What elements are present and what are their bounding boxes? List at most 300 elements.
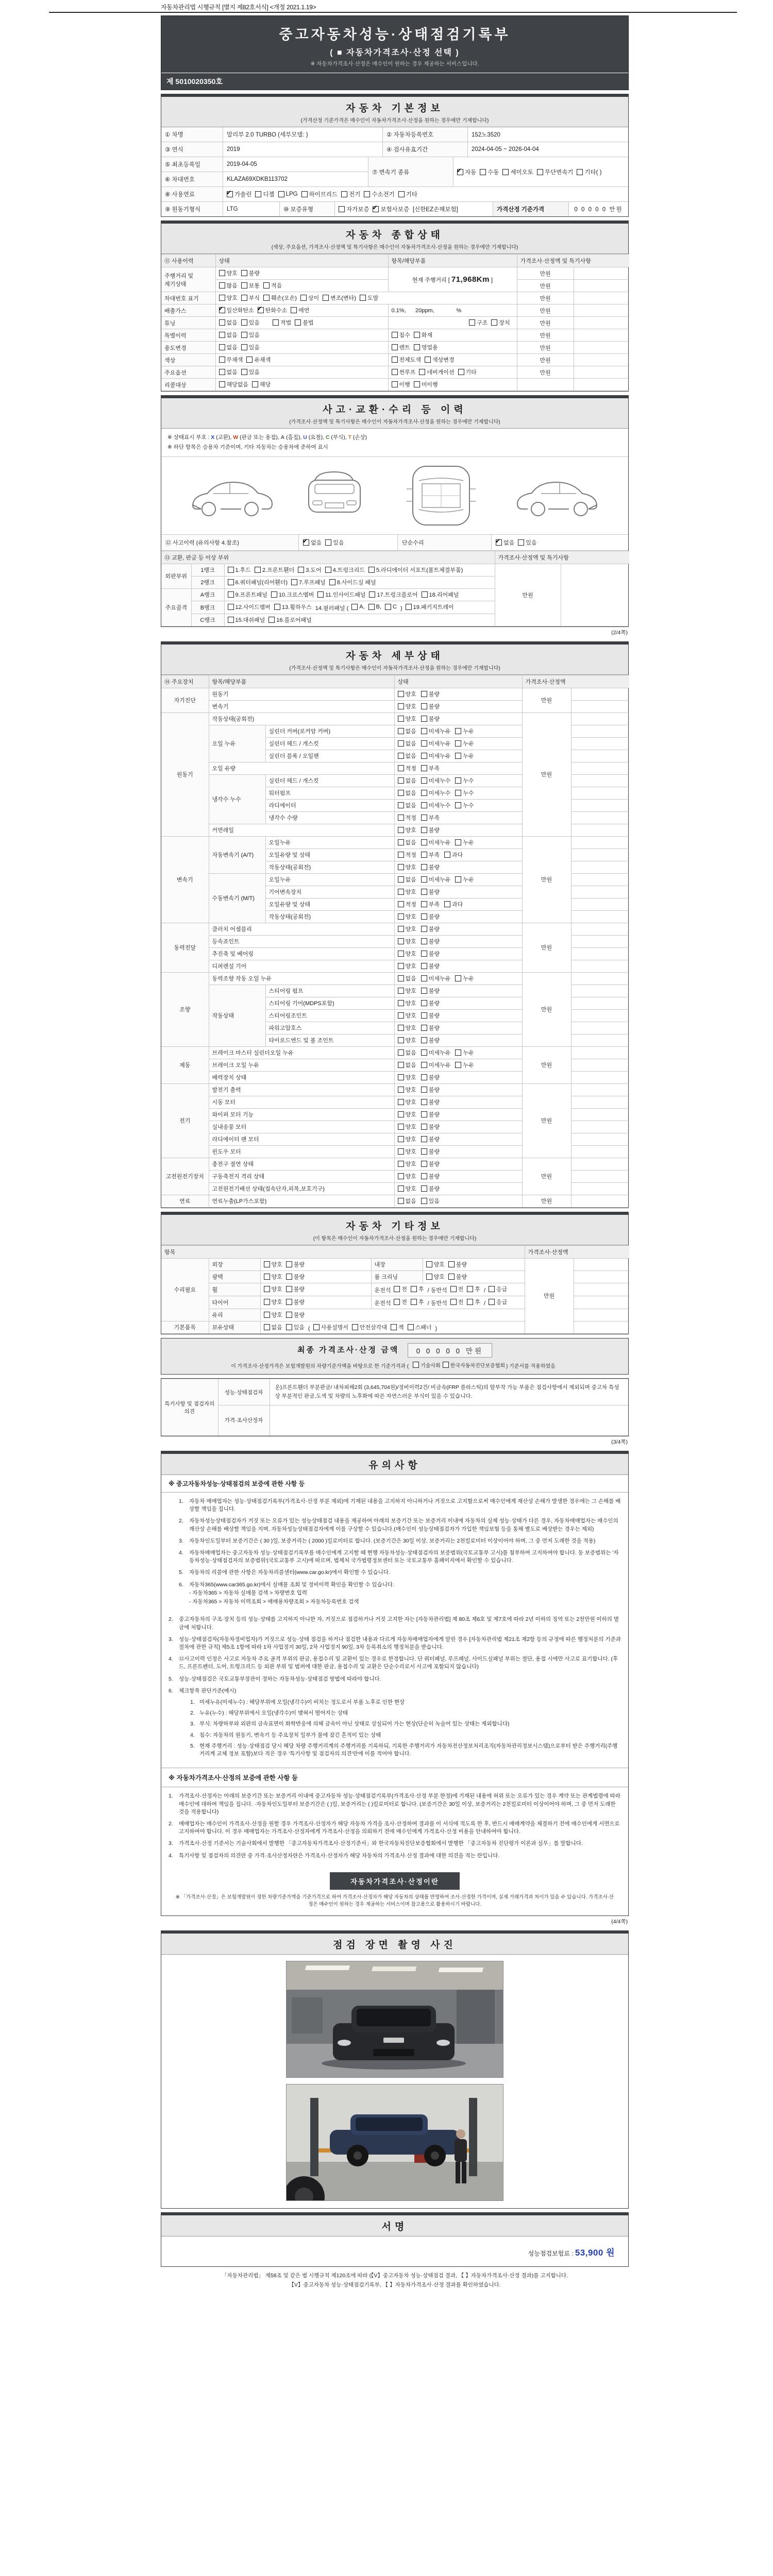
checkbox-icon[interactable] (392, 344, 398, 350)
checkbox-icon[interactable] (455, 740, 461, 747)
checkbox-icon[interactable] (329, 579, 335, 585)
checkbox-icon[interactable] (298, 567, 304, 573)
checkbox-icon[interactable] (421, 753, 427, 759)
checkbox-icon[interactable] (241, 270, 247, 276)
checkbox-option[interactable] (443, 1361, 505, 1369)
checkbox-icon[interactable] (419, 369, 425, 375)
checkbox-icon[interactable] (255, 191, 261, 197)
checkbox-icon[interactable] (368, 567, 375, 573)
checkbox-option[interactable] (421, 851, 440, 859)
checkbox-option[interactable] (369, 590, 417, 599)
checkbox-icon[interactable] (467, 1286, 473, 1292)
checkbox-icon[interactable] (398, 864, 404, 870)
checkbox-icon[interactable] (455, 777, 461, 784)
checkbox-option[interactable] (385, 604, 397, 610)
checkbox-option[interactable] (264, 1273, 282, 1281)
checkbox-option[interactable] (450, 1298, 464, 1306)
checkbox-icon[interactable] (264, 1324, 270, 1330)
checkbox-icon[interactable] (398, 1025, 404, 1031)
checkbox-icon[interactable] (413, 1362, 419, 1368)
checkbox-icon[interactable] (398, 790, 404, 796)
checkbox-option[interactable] (398, 999, 416, 1007)
checkbox-option[interactable] (421, 1024, 440, 1032)
checkbox-option[interactable] (421, 1123, 440, 1131)
checkbox-option[interactable] (426, 1273, 445, 1281)
checkbox-icon[interactable] (252, 381, 258, 387)
checkbox-icon[interactable] (398, 1062, 404, 1068)
checkbox-option[interactable] (219, 380, 249, 388)
checkbox-option[interactable] (421, 1172, 440, 1180)
checkbox-option[interactable] (271, 590, 314, 599)
checkbox-option[interactable] (421, 974, 451, 982)
checkbox-option[interactable] (219, 281, 238, 290)
checkbox-icon[interactable] (414, 332, 420, 338)
checkbox-icon[interactable] (392, 381, 398, 387)
checkbox-option[interactable] (421, 1048, 451, 1057)
checkbox-option[interactable] (398, 838, 416, 846)
checkbox-icon[interactable] (369, 591, 375, 598)
checkbox-icon[interactable] (286, 1286, 292, 1292)
checkbox-icon[interactable] (323, 295, 329, 301)
checkbox-icon[interactable] (421, 802, 427, 808)
checkbox-option[interactable] (295, 318, 313, 327)
checkbox-option[interactable] (398, 715, 416, 723)
checkbox-option[interactable] (228, 578, 288, 586)
checkbox-icon[interactable] (421, 1111, 427, 1117)
checkbox-option[interactable] (414, 343, 438, 351)
checkbox-icon[interactable] (455, 876, 461, 883)
checkbox-option[interactable] (278, 191, 298, 197)
checkbox-option[interactable] (313, 1323, 348, 1331)
checkbox-icon[interactable] (421, 1136, 427, 1142)
checkbox-option[interactable] (286, 1273, 305, 1281)
checkbox-option[interactable] (421, 875, 451, 884)
checkbox-option[interactable] (219, 368, 238, 376)
checkbox-icon[interactable] (444, 852, 450, 858)
checkbox-option[interactable] (398, 1172, 416, 1180)
checkbox-icon[interactable] (339, 206, 345, 212)
checkbox-icon[interactable] (398, 852, 404, 858)
checkbox-icon[interactable] (421, 889, 427, 895)
checkbox-checked-icon[interactable] (303, 539, 309, 546)
checkbox-option[interactable] (444, 851, 463, 859)
checkbox-icon[interactable] (421, 716, 427, 722)
checkbox-icon[interactable] (351, 604, 358, 610)
checkbox-option[interactable] (421, 888, 440, 896)
checkbox-option[interactable] (264, 1285, 282, 1293)
checkbox-option[interactable] (398, 1135, 416, 1143)
checkbox-option[interactable] (455, 776, 474, 785)
checkbox-option[interactable] (469, 318, 488, 327)
checkbox-option[interactable] (329, 578, 376, 586)
checkbox-option[interactable] (421, 814, 440, 822)
checkbox-option[interactable] (421, 1160, 440, 1168)
checkbox-icon[interactable] (241, 319, 247, 326)
checkbox-option[interactable] (398, 950, 416, 958)
checkbox-option[interactable] (411, 1298, 424, 1306)
checkbox-option[interactable] (398, 863, 416, 871)
checkbox-icon[interactable] (421, 703, 427, 709)
checkbox-option[interactable] (398, 776, 416, 785)
checkbox-icon[interactable] (241, 282, 247, 289)
checkbox-option[interactable] (455, 875, 474, 884)
checkbox-icon[interactable] (491, 319, 497, 326)
checkbox-icon[interactable] (398, 716, 404, 722)
checkbox-icon[interactable] (241, 369, 247, 375)
checkbox-icon[interactable] (444, 901, 450, 907)
checkbox-option[interactable] (450, 1285, 464, 1293)
checkbox-icon[interactable] (398, 827, 404, 833)
checkbox-option[interactable] (274, 603, 312, 611)
checkbox-icon[interactable] (398, 839, 404, 845)
checkbox-option[interactable] (421, 702, 440, 710)
checkbox-option[interactable] (426, 1260, 445, 1268)
checkbox-checked-icon[interactable] (258, 307, 264, 313)
checkbox-icon[interactable] (489, 1286, 495, 1292)
checkbox-icon[interactable] (421, 1185, 427, 1192)
checkbox-icon[interactable] (408, 1324, 414, 1330)
checkbox-icon[interactable] (398, 926, 404, 932)
checkbox-icon[interactable] (577, 169, 583, 175)
checkbox-option[interactable] (228, 616, 265, 624)
checkbox-icon[interactable] (421, 1025, 427, 1031)
checkbox-option[interactable] (398, 937, 416, 945)
checkbox-option[interactable] (421, 776, 451, 785)
checkbox-icon[interactable] (443, 1362, 449, 1368)
checkbox-option[interactable] (421, 962, 440, 970)
checkbox-option[interactable] (421, 1036, 440, 1044)
checkbox-icon[interactable] (398, 1198, 404, 1204)
checkbox-option[interactable] (398, 974, 416, 982)
checkbox-option[interactable] (241, 331, 260, 339)
checkbox-icon[interactable] (398, 815, 404, 821)
checkbox-option[interactable] (298, 566, 321, 574)
checkbox-icon[interactable] (421, 1124, 427, 1130)
checkbox-icon[interactable] (398, 1111, 404, 1117)
checkbox-option[interactable] (421, 789, 451, 797)
checkbox-option[interactable] (421, 764, 440, 772)
checkbox-option[interactable] (241, 281, 260, 290)
checkbox-option[interactable] (491, 318, 510, 327)
checkbox-icon[interactable] (406, 604, 412, 610)
checkbox-icon[interactable] (489, 1299, 495, 1305)
checkbox-icon[interactable] (273, 319, 279, 326)
checkbox-option[interactable] (421, 937, 440, 945)
checkbox-option[interactable] (398, 1184, 416, 1193)
checkbox-icon[interactable] (398, 951, 404, 957)
checkbox-option[interactable] (368, 604, 381, 610)
checkbox-icon[interactable] (398, 901, 404, 907)
checkbox-icon[interactable] (398, 728, 404, 734)
checkbox-icon[interactable] (394, 1286, 400, 1292)
checkbox-icon[interactable] (421, 1037, 427, 1043)
checkbox-option[interactable] (398, 1036, 416, 1044)
checkbox-option[interactable] (392, 380, 410, 388)
checkbox-icon[interactable] (219, 357, 225, 363)
checkbox-icon[interactable] (398, 975, 404, 981)
checkbox-icon[interactable] (421, 864, 427, 870)
checkbox-icon[interactable] (398, 988, 404, 994)
checkbox-option[interactable] (406, 603, 454, 611)
checkbox-option[interactable] (489, 1285, 507, 1293)
checkbox-checked-icon[interactable] (457, 169, 463, 175)
checkbox-icon[interactable] (398, 191, 405, 197)
checkbox-option[interactable] (286, 1323, 305, 1331)
checkbox-option[interactable] (391, 1323, 404, 1331)
checkbox-option[interactable] (339, 205, 369, 213)
checkbox-option[interactable] (421, 826, 440, 834)
checkbox-icon[interactable] (286, 1324, 292, 1330)
checkbox-icon[interactable] (421, 876, 427, 883)
checkbox-option[interactable] (241, 318, 260, 327)
checkbox-option[interactable] (325, 566, 365, 574)
checkbox-option[interactable] (455, 838, 474, 846)
checkbox-option[interactable] (414, 380, 438, 388)
checkbox-icon[interactable] (286, 1312, 292, 1318)
checkbox-icon[interactable] (219, 332, 225, 338)
checkbox-icon[interactable] (455, 790, 461, 796)
checkbox-icon[interactable] (421, 938, 427, 944)
checkbox-option[interactable] (392, 368, 416, 376)
checkbox-icon[interactable] (421, 815, 427, 821)
checkbox-option[interactable] (392, 355, 422, 364)
checkbox-icon[interactable] (398, 1148, 404, 1155)
checkbox-option[interactable] (398, 851, 416, 859)
checkbox-icon[interactable] (341, 191, 347, 197)
checkbox-icon[interactable] (414, 344, 420, 350)
checkbox-icon[interactable] (398, 1087, 404, 1093)
checkbox-icon[interactable] (317, 591, 324, 598)
checkbox-option[interactable] (398, 925, 416, 933)
checkbox-icon[interactable] (502, 169, 509, 175)
checkbox-icon[interactable] (219, 282, 225, 289)
checkbox-icon[interactable] (219, 369, 225, 375)
checkbox-icon[interactable] (241, 344, 247, 350)
checkbox-icon[interactable] (421, 1099, 427, 1105)
checkbox-option[interactable] (263, 281, 282, 290)
checkbox-icon[interactable] (421, 1074, 427, 1080)
checkbox-icon[interactable] (286, 1299, 292, 1305)
checkbox-icon[interactable] (291, 307, 297, 313)
checkbox-icon[interactable] (421, 1049, 427, 1056)
checkbox-icon[interactable] (241, 332, 247, 338)
checkbox-option[interactable] (421, 690, 440, 698)
checkbox-icon[interactable] (398, 753, 404, 759)
checkbox-option[interactable] (467, 1298, 480, 1306)
checkbox-option[interactable] (291, 578, 326, 586)
checkbox-icon[interactable] (352, 1324, 358, 1330)
checkbox-icon[interactable] (394, 1299, 400, 1305)
checkbox-icon[interactable] (391, 1324, 397, 1330)
checkbox-option[interactable] (577, 168, 601, 176)
checkbox-option[interactable] (228, 566, 251, 574)
checkbox-icon[interactable] (278, 191, 284, 197)
checkbox-icon[interactable] (325, 539, 331, 546)
checkbox-option[interactable] (241, 294, 260, 302)
checkbox-icon[interactable] (364, 191, 370, 197)
checkbox-icon[interactable] (421, 1012, 427, 1019)
checkbox-option[interactable] (263, 294, 297, 302)
checkbox-option[interactable] (264, 1260, 282, 1268)
checkbox-icon[interactable] (398, 1124, 404, 1130)
checkbox-icon[interactable] (398, 963, 404, 969)
checkbox-option[interactable] (241, 368, 260, 376)
checkbox-option[interactable] (219, 331, 238, 339)
checkbox-option[interactable] (408, 1323, 432, 1331)
checkbox-icon[interactable] (421, 852, 427, 858)
checkbox-option[interactable] (398, 789, 416, 797)
checkbox-option[interactable] (360, 294, 378, 302)
checkbox-option[interactable] (455, 739, 474, 748)
checkbox-icon[interactable] (421, 691, 427, 697)
checkbox-option[interactable] (241, 269, 260, 277)
checkbox-option[interactable] (425, 355, 455, 364)
checkbox-option[interactable] (317, 590, 365, 599)
checkbox-option[interactable] (398, 1048, 416, 1057)
checkbox-icon[interactable] (264, 1261, 270, 1267)
checkbox-icon[interactable] (264, 1299, 270, 1305)
checkbox-icon[interactable] (392, 332, 398, 338)
checkbox-icon[interactable] (411, 1286, 417, 1292)
checkbox-option[interactable] (392, 331, 410, 339)
checkbox-icon[interactable] (421, 988, 427, 994)
checkbox-icon[interactable] (421, 1000, 427, 1006)
checkbox-icon[interactable] (421, 728, 427, 734)
checkbox-icon[interactable] (448, 1261, 455, 1267)
checkbox-option[interactable] (398, 987, 416, 995)
checkbox-option[interactable] (455, 789, 474, 797)
checkbox-option[interactable] (246, 355, 271, 364)
checkbox-option[interactable] (364, 190, 394, 198)
checkbox-option[interactable] (398, 1147, 416, 1156)
checkbox-icon[interactable] (274, 604, 280, 610)
checkbox-icon[interactable] (286, 1274, 292, 1280)
checkbox-icon[interactable] (268, 617, 275, 623)
checkbox-option[interactable] (398, 1110, 416, 1118)
checkbox-option[interactable] (258, 306, 288, 314)
checkbox-option[interactable] (502, 168, 533, 176)
checkbox-icon[interactable] (313, 1324, 320, 1330)
checkbox-icon[interactable] (295, 319, 301, 326)
checkbox-option[interactable] (414, 331, 432, 339)
checkbox-option[interactable] (421, 912, 440, 921)
checkbox-icon[interactable] (421, 777, 427, 784)
checkbox-icon[interactable] (398, 938, 404, 944)
checkbox-icon[interactable] (263, 295, 270, 301)
checkbox-option[interactable] (264, 1311, 282, 1319)
checkbox-icon[interactable] (385, 604, 391, 610)
checkbox-icon[interactable] (368, 604, 375, 610)
checkbox-option[interactable] (264, 1298, 282, 1306)
checkbox-checked-icon[interactable] (219, 307, 225, 313)
checkbox-option[interactable] (398, 814, 416, 822)
checkbox-option[interactable] (421, 950, 440, 958)
checkbox-option[interactable] (480, 168, 499, 176)
checkbox-icon[interactable] (398, 1000, 404, 1006)
checkbox-option[interactable] (300, 294, 319, 302)
checkbox-icon[interactable] (398, 1173, 404, 1179)
checkbox-icon[interactable] (455, 839, 461, 845)
checkbox-option[interactable] (489, 1298, 507, 1306)
checkbox-option[interactable] (273, 318, 291, 327)
checkbox-icon[interactable] (228, 591, 234, 598)
checkbox-option[interactable] (351, 604, 364, 610)
checkbox-icon[interactable] (421, 839, 427, 845)
checkbox-option[interactable] (455, 1061, 474, 1069)
checkbox-icon[interactable] (398, 1012, 404, 1019)
checkbox-icon[interactable] (455, 975, 461, 981)
checkbox-checked-icon[interactable] (227, 191, 233, 197)
checkbox-icon[interactable] (219, 344, 225, 350)
checkbox-option[interactable] (398, 1024, 416, 1032)
checkbox-option[interactable] (421, 1197, 440, 1205)
checkbox-icon[interactable] (458, 369, 464, 375)
checkbox-icon[interactable] (228, 604, 234, 610)
checkbox-option[interactable] (444, 900, 463, 908)
checkbox-icon[interactable] (455, 1049, 461, 1056)
checkbox-option[interactable] (368, 566, 463, 574)
checkbox-option[interactable] (398, 190, 417, 198)
checkbox-option[interactable] (398, 1123, 416, 1131)
checkbox-icon[interactable] (421, 975, 427, 981)
checkbox-option[interactable] (303, 538, 322, 547)
checkbox-option[interactable] (413, 1361, 441, 1369)
checkbox-icon[interactable] (421, 963, 427, 969)
checkbox-icon[interactable] (518, 539, 524, 546)
checkbox-option[interactable] (227, 190, 251, 198)
checkbox-icon[interactable] (301, 191, 308, 197)
checkbox-icon[interactable] (421, 901, 427, 907)
checkbox-option[interactable] (219, 269, 238, 277)
checkbox-option[interactable] (394, 1298, 407, 1306)
checkbox-icon[interactable] (246, 357, 253, 363)
checkbox-option[interactable] (421, 739, 451, 748)
checkbox-icon[interactable] (392, 357, 398, 363)
checkbox-icon[interactable] (448, 1274, 455, 1280)
checkbox-icon[interactable] (219, 381, 225, 387)
checkbox-option[interactable] (398, 1098, 416, 1106)
checkbox-option[interactable] (421, 987, 440, 995)
checkbox-option[interactable] (455, 727, 474, 735)
checkbox-icon[interactable] (219, 295, 225, 301)
checkbox-checked-icon[interactable] (496, 539, 502, 546)
checkbox-option[interactable] (291, 306, 309, 314)
checkbox-option[interactable] (421, 715, 440, 723)
checkbox-icon[interactable] (455, 1062, 461, 1068)
checkbox-option[interactable] (255, 566, 294, 574)
checkbox-option[interactable] (325, 538, 344, 547)
checkbox-icon[interactable] (398, 740, 404, 747)
checkbox-option[interactable] (448, 1273, 467, 1281)
checkbox-icon[interactable] (398, 1049, 404, 1056)
checkbox-option[interactable] (421, 999, 440, 1007)
checkbox-icon[interactable] (271, 591, 277, 598)
checkbox-icon[interactable] (421, 926, 427, 932)
checkbox-icon[interactable] (264, 1312, 270, 1318)
checkbox-option[interactable] (421, 1061, 451, 1069)
checkbox-option[interactable] (301, 190, 338, 198)
checkbox-option[interactable] (421, 925, 440, 933)
checkbox-option[interactable] (341, 190, 360, 198)
checkbox-icon[interactable] (398, 765, 404, 771)
checkbox-icon[interactable] (450, 1299, 457, 1305)
checkbox-option[interactable] (398, 1061, 416, 1069)
checkbox-icon[interactable] (421, 1173, 427, 1179)
checkbox-option[interactable] (323, 294, 356, 302)
checkbox-option[interactable] (467, 1285, 480, 1293)
checkbox-option[interactable] (219, 355, 243, 364)
checkbox-option[interactable] (252, 380, 271, 388)
